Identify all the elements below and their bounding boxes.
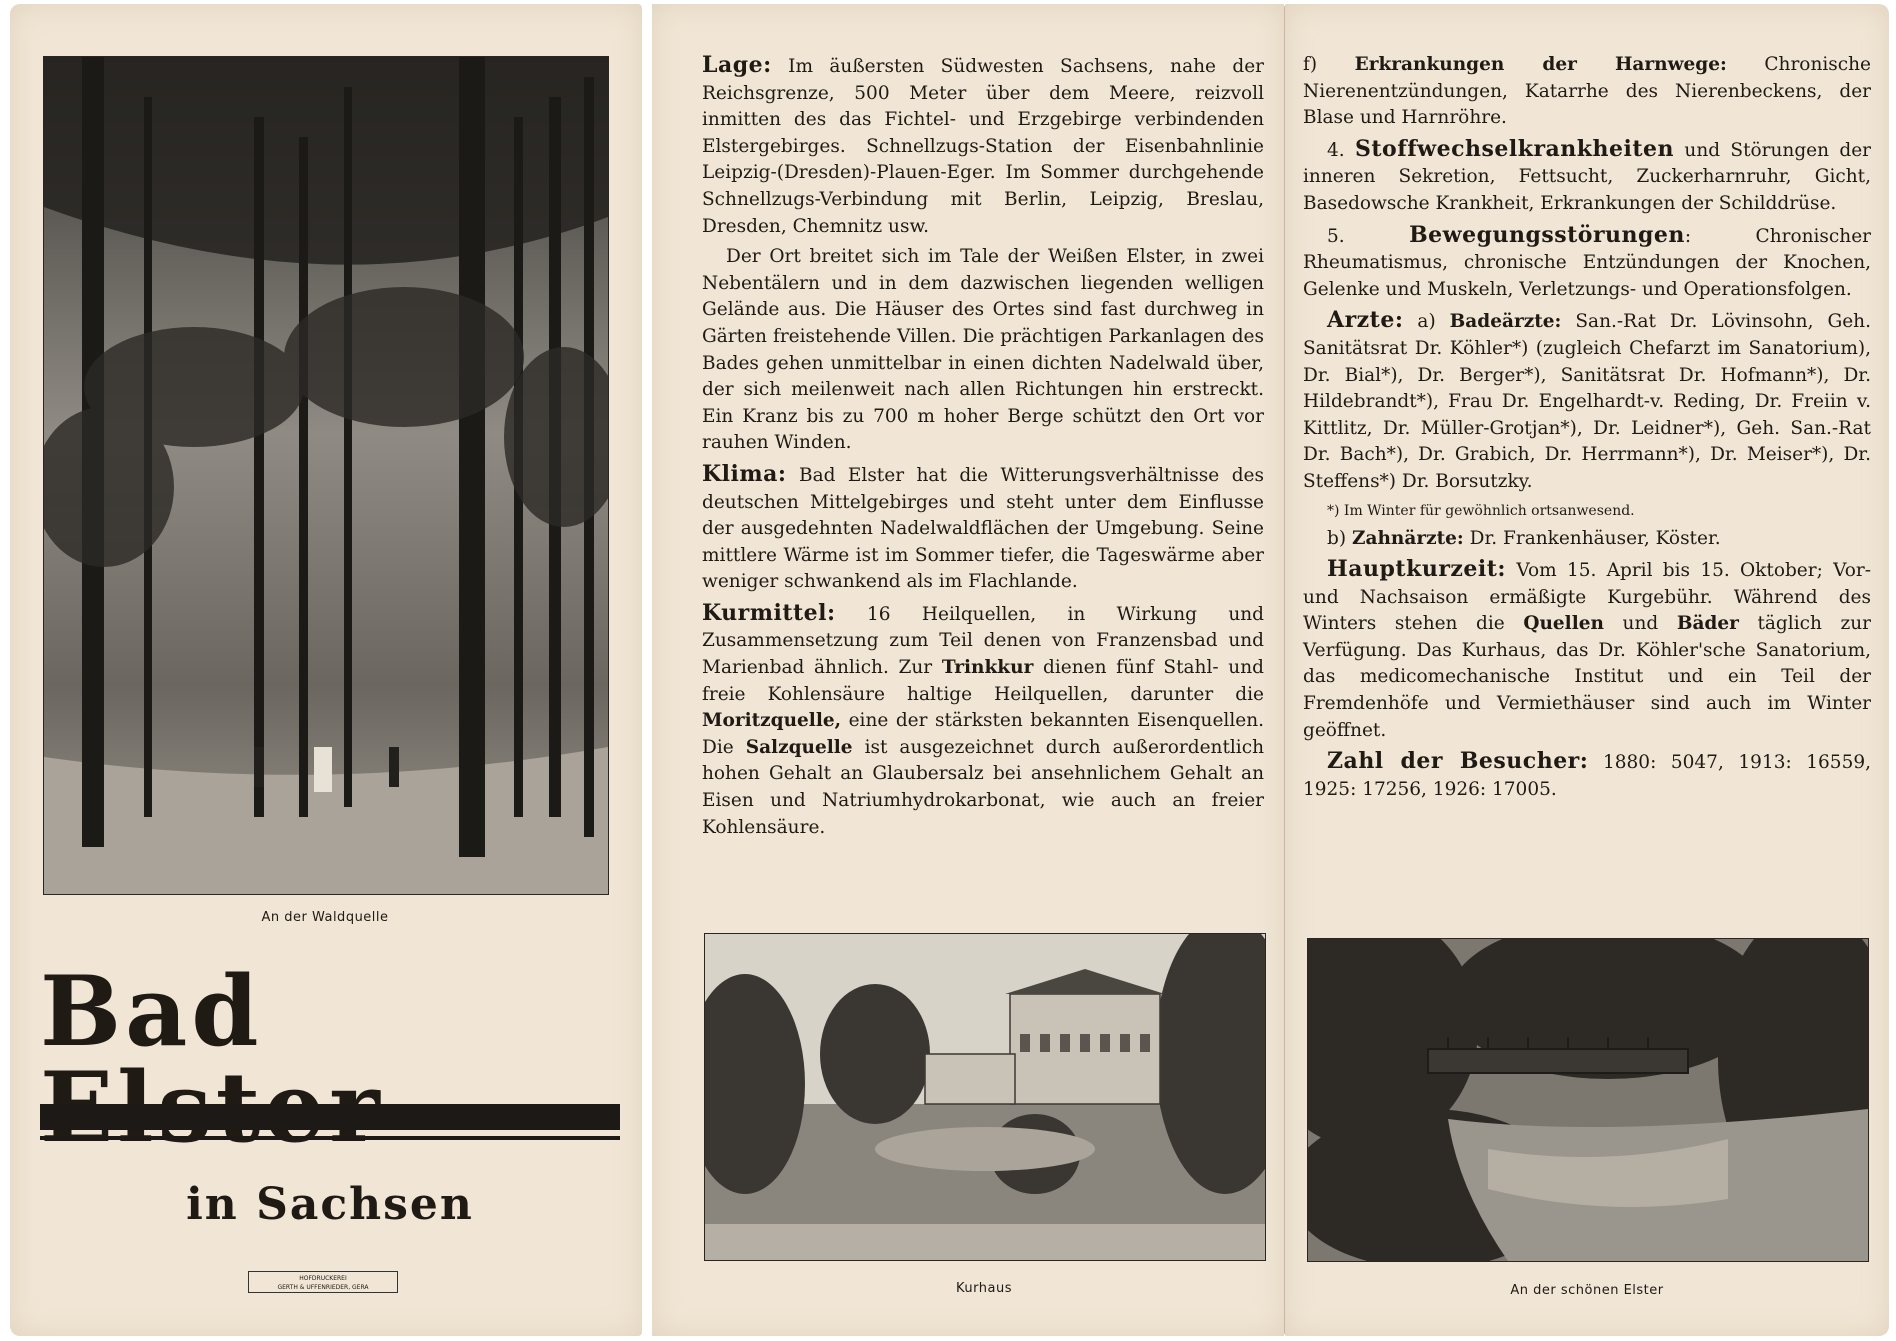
hauptkurzeit-text-b: täglich zur Verfügung. Das Kurhaus, das Dr. Köhler'sche Sanatorium, das medicomechanische Institut und ein Teil der Fremdenhöfe und Vermiethäuser sind auch im Winter geöffnet. xyxy=(1303,613,1871,741)
title-rule-thick xyxy=(40,1104,620,1130)
harnwege-heading: Erkrankungen der Harnwege: xyxy=(1354,54,1727,75)
besucher-paragraph xyxy=(1303,748,1871,803)
besucher-text: 1880: 5047, 1913: 16559, 1925: 17256, 1926: 17005. xyxy=(1303,752,1872,800)
klima-paragraph xyxy=(702,461,1264,596)
lage-text: Im äußersten Südwesten Sachsens, nahe der Reichsgrenze, 500 Meter über dem Meere, reizvoll inmitten des das Fichtel- und Erzgebirge verbindenden Elstergebirges. Schnellzugs-Station der Eisenbahnlinie Leipzig-(Dresden)-Plauen-Eger. Im Sommer durchgehende Schnellzugs-Verbindung mit Berlin, Leipzig, Breslau, Dresden, Chemnitz usw. xyxy=(702,56,1265,237)
zahnaerzte-paragraph xyxy=(1303,526,1871,553)
zahn-b-label: b) xyxy=(1327,527,1347,549)
hauptkurzeit-text-a: Vom 15. April bis 15. Oktober; Vor- und Nachsaison ermäßigte Kurgebühr. Während des Winters stehen die xyxy=(1303,560,1871,635)
harnwege-paragraph xyxy=(1303,52,1871,132)
klima-heading: Klima: xyxy=(702,460,787,487)
photo-caption: An der Waldquelle xyxy=(261,910,389,925)
kurmittel-text-c: eine der stärksten bekannten Eisenquellen. Die xyxy=(702,710,1264,758)
zahnaerzte-heading: Zahnärzte: xyxy=(1351,527,1464,549)
aerzte-paragraph xyxy=(1303,307,1871,495)
stoffwechsel-text: und Störungen der inneren Sekretion, Fettsucht, Zuckerharnruhr, Gicht, Basedowsche Krankheit, Erkrankungen der Schilddrüse. xyxy=(1303,139,1871,214)
cover-title: Bad xyxy=(40,955,263,1068)
hauptkurzeit-heading: Hauptkurzeit: xyxy=(1327,556,1507,583)
zahnaerzte-text: Dr. Frankenhäuser, Köster. xyxy=(1469,527,1721,549)
bewegung-paragraph xyxy=(1303,222,1871,304)
cover-subtitle: in Sachsen xyxy=(186,1179,474,1230)
klima-text: Bad Elster hat die Witterungsverhältnisse des deutschen Mittelgebirges und steht unter dem Einflusse der ausgedehnten Nadelwaldflächen der Umgebung. Seine mittlere Wärme ist im Sommer tiefer, die Tageswärme aber weniger schwankend als im Flachlande. xyxy=(702,464,1264,593)
kurmittel-paragraph xyxy=(702,600,1264,841)
badeaerzte-text: San.-Rat Dr. Lövinsohn, Geh. Sanitätsrat Dr. Köhler*) (zugleich Chefarzt im Sanatorium), Dr. Bial*), Dr. Berger*), Sanitätsrat Dr. Hofmann*), Dr. Hildebrandt*), Frau Dr. Engelhardt-v. Reding, Dr. Freiin v. Kittlitz, Dr. Müller-Grotjan*), Dr. Leidner*), Geh. San.-Rat Dr. Bach*), Dr. Grabich, Dr. Herrmann*), Dr. Meiser*), Dr. Steffens*) Dr. Borsutzky. xyxy=(1303,311,1871,492)
kurhaus-photo xyxy=(704,933,1266,1261)
aerzte-a-label: a) xyxy=(1417,311,1436,333)
badeaerzte-heading: Badeärzte: xyxy=(1449,311,1562,333)
harnwege-text: Chronische Nierenentzündungen, Katarrhe des Nierenbeckens, der Blase und Harnröhre. xyxy=(1303,54,1871,129)
moritzquelle-term: Moritzquelle, xyxy=(702,710,842,732)
middle-text-column xyxy=(702,52,1264,841)
bewegung-heading: Bewegungsstörungen xyxy=(1409,221,1685,248)
section-5-number: 5. xyxy=(1327,225,1345,247)
stoffwechsel-paragraph xyxy=(1303,136,1871,218)
kurmittel-text-b: dienen fünf Stahl- und freie Kohlensäure haltige Heilquellen, darunter die xyxy=(702,657,1264,705)
kurhaus-caption: Kurhaus xyxy=(956,1281,1012,1296)
elster-photo xyxy=(1307,938,1869,1262)
hauptkurzeit-paragraph xyxy=(1303,556,1871,744)
bewegung-text: : Chronischer Rheumatismus, chronische Entzündungen der Knochen, Gelenke und Muskeln, Verletzungs- und Operationsfolgen. xyxy=(1303,225,1871,300)
baeder-term: Bäder xyxy=(1676,613,1739,635)
f-prefix: f) xyxy=(1303,54,1318,75)
right-text-column xyxy=(1303,52,1871,803)
und-word: und xyxy=(1622,613,1659,635)
printer-line-1: HOFDRUCKEREI xyxy=(299,1275,347,1282)
aerzte-footnote: *) Im Winter für gewöhnlich ortsanwesend. xyxy=(1327,502,1635,519)
forest-photo xyxy=(43,56,609,895)
trinkkur-term: Trinkkur xyxy=(941,657,1034,679)
ort-paragraph: Der Ort breitet sich im Tale der Weißen Elster, in zwei Nebentälern und in dem dazwischen liegenden welligen Gelände aus. Die Häuser des Ortes sind fast durchweg in Gärten freistehende Villen. Die prächtigen Parkanlagen des Bades gehen unmittelbar in einen dichten Nadelwald über, der sich meilenweit nach allen Richtungen hin erstreckt. Ein Kranz bis zu 700 m hoher Berge schützt den Ort vor rauhen Winden. xyxy=(702,246,1264,454)
printer-stamp xyxy=(248,1271,398,1293)
kurmittel-text-d: ist ausgezeichnet durch außerordentlich hohen Gehalt an Glaubersalz bei ansehnlichem Gehalt an Eisen und Natriumhydrokarbonat, wie auch an freier Kohlensäure. xyxy=(702,736,1264,838)
elster-caption: An der schönen Elster xyxy=(1510,1283,1664,1298)
kurmittel-text-a: 16 Heilquellen, in Wirkung und Zusammensetzung zum Teil denen von Franzensbad und Marienbad ähnlich. Zur xyxy=(702,603,1264,679)
salzquelle-term: Salzquelle xyxy=(745,736,853,758)
middle-panel xyxy=(652,4,1284,1336)
title-rule-thin xyxy=(40,1136,620,1140)
section-4-number: 4. xyxy=(1327,139,1345,161)
quellen-term: Quellen xyxy=(1523,613,1604,635)
lage-paragraph xyxy=(702,52,1264,240)
lage-heading: Lage: xyxy=(702,52,772,78)
kurmittel-heading: Kurmittel: xyxy=(702,599,836,626)
besucher-heading: Zahl der Besucher: xyxy=(1327,748,1589,775)
cover-panel xyxy=(10,4,642,1336)
stoffwechsel-heading: Stoffwechselkrankheiten xyxy=(1355,135,1675,162)
aerzte-heading: Arzte: xyxy=(1327,307,1404,334)
right-panel xyxy=(1284,4,1889,1336)
printer-line-2: GERTH & UFFENRIEDER, GERA xyxy=(277,1284,369,1291)
